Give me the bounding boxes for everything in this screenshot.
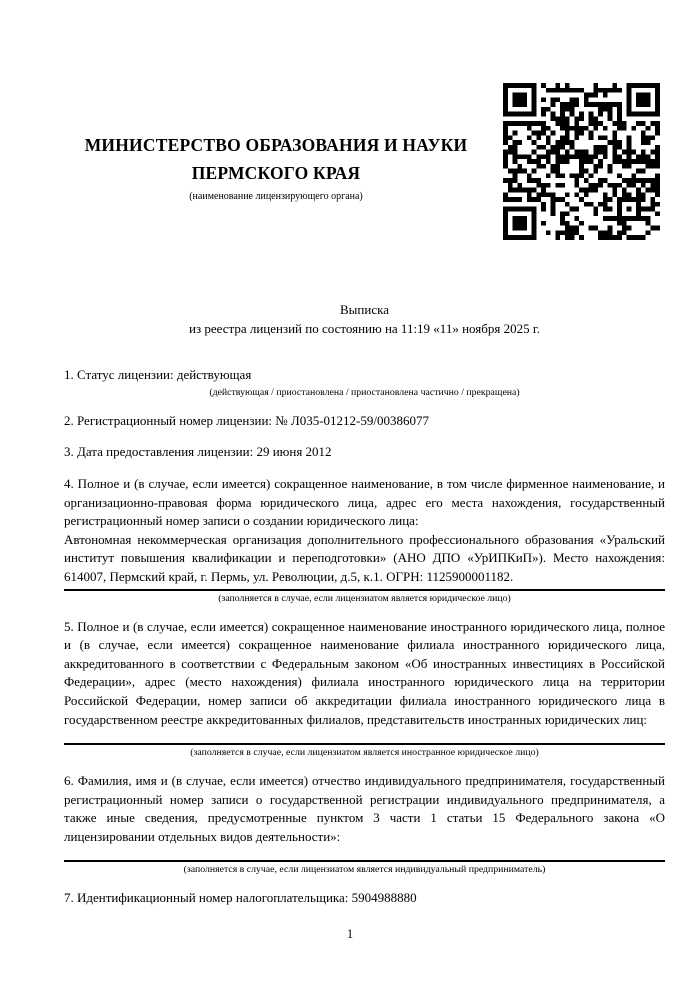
page-number: 1 (346, 927, 354, 941)
license-item (64, 618, 665, 760)
ministry-header (57, 131, 495, 203)
license-item (64, 366, 665, 399)
license-item (64, 443, 665, 462)
item-footnote: (заполняется в случае, если лицензиатом является индивидуальный предприниматель) (183, 864, 546, 876)
item-text: Автономная некоммерческая организация дополнительного профессионального образования «Уральский институт повышения квалификации и переподготовки» (АНО ДПО «УрИПКиП»). Место нахождения: 614007, Пермский край, г. Пермь, ул. Революции, д.5, к.1. ОГРН: 1125900001182. (64, 531, 665, 584)
license-item (64, 412, 665, 431)
ministry-name-line2: ПЕРМСКОГО КРАЯ (191, 163, 361, 183)
ministry-caption: (наименование лицензирующего органа) (189, 191, 363, 202)
item-text: 7. Идентификационный номер налогоплательщика: 5904988880 (64, 890, 417, 906)
item-footnote: (заполняется в случае, если лицензиатом является иностранное юридическое лицо) (190, 747, 539, 759)
license-item (64, 772, 665, 876)
item-text: 5. Полное и (в случае, если имеется) сокращенное наименование иностранного юридического лица, полное и (в случае, если имеется) сокращенное наименование филиала иностранного юридического лица, аккредитованного в соответствии с Федеральным законом «Об иностранных инвестициях в Российской Федерации», адрес (место нахождения) филиала иностранного юридического лица на территории Российской Федерации, номер записи об аккредитации филиала иностранного юридического лица в государственном реестре аккредитованных филиалов, представительств иностранных юридических лиц: (64, 618, 665, 727)
fill-in-rule (64, 860, 665, 862)
document-title-line2: из реестра лицензий по состоянию на 11:19 «11» ноября 2025 г. (189, 320, 540, 336)
fill-in-rule (64, 589, 665, 591)
license-item (64, 475, 665, 605)
qr-code (503, 83, 660, 240)
item-text: 1. Статус лицензии: действующая (64, 367, 252, 383)
document-body (64, 301, 665, 921)
item-text: 6. Фамилия, имя и (в случае, если имеется) отчество индивидуального предпринимателя, государственный регистрационный номер записи о государственной регистрации индивидуального предпринимателя, а также иные сведения, предусмотренные пунктом 3 части 1 статьи 15 Федерального закона «О лицензировании отдельных видов деятельности»: (64, 773, 665, 844)
item-text: 2. Регистрационный номер лицензии: № Л035-01212-59/00386077 (64, 412, 430, 428)
license-item (64, 889, 665, 908)
item-footnote: (действующая / приостановлена / приостановлена частично / прекращена) (209, 386, 520, 398)
document-title-line1: Выписка (340, 302, 389, 317)
license-items (64, 366, 665, 908)
item-footnote: (заполняется в случае, если лицензиатом является юридическое лицо) (218, 592, 511, 604)
document-title (64, 301, 665, 338)
ministry-name-line1: МИНИСТЕРСТВО ОБРАЗОВАНИЯ И НАУКИ (84, 135, 468, 155)
item-text: 4. Полное и (в случае, если имеется) сокращенное наименование, в том числе фирменное наименование, и организационно-правовая форма юридического лица, адрес его места нахождения, государственный регистрационный номер записи о создании юридического лица: (64, 475, 665, 529)
fill-in-rule (64, 743, 665, 745)
item-text: 3. Дата предоставления лицензии: 29 июня 2012 (64, 444, 332, 460)
